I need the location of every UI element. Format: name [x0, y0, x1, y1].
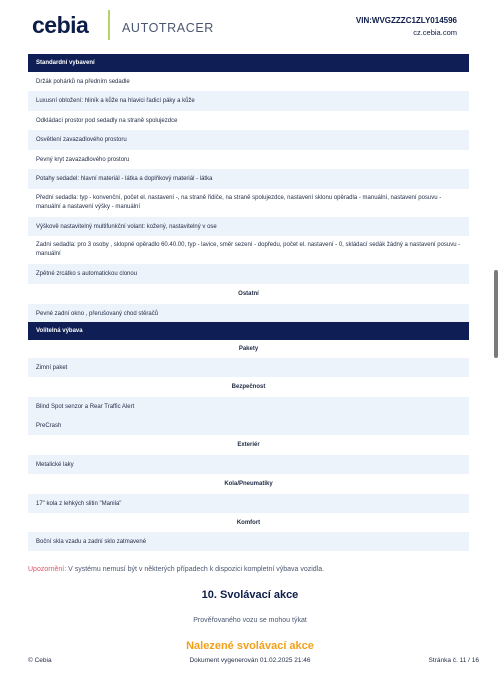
standard-equipment-table — [28, 54, 469, 324]
table-row: Blind Spot senzor a Rear Traffic Alert — [28, 397, 469, 416]
group-header-pakety: Pakety — [238, 346, 259, 352]
section-title-recalls: 10. Svolávací akce — [201, 589, 299, 601]
group-header-komfort: Komfort — [236, 519, 261, 526]
table-row: PreCrash — [28, 416, 469, 435]
warning-label: Upozornění: — [28, 566, 67, 573]
section-subtitle: Prověřovaného vozu se mohou týkat — [193, 617, 307, 624]
table-row: Držák pohárků na předním sedadle — [36, 78, 130, 85]
group-header-bezpecnost: Bezpečnost — [231, 384, 266, 390]
group-header-ostatni: Ostatní — [238, 291, 259, 297]
table-row: 17" kola z lehkých slitin "Manila" — [28, 494, 469, 513]
optional-equipment-table — [28, 322, 469, 551]
page-footer — [0, 657, 500, 669]
logo-divider — [108, 10, 110, 40]
vin-number: VIN:WVGZZZC1ZLY014596 — [355, 16, 457, 25]
scrollbar-thumb[interactable] — [494, 270, 498, 358]
standard-equipment-header: Standardní vybavení — [28, 54, 469, 72]
table-row: Odkládací prostor pod sedadly na straně spolujezdce — [36, 117, 178, 124]
product-name: AUTOTRACER — [122, 21, 214, 35]
table-row: Luxusní obložení: hliník a kůže na hlavici řadicí páky a kůže — [28, 91, 469, 111]
footer-generated: Dokument vygenerován 01.02.2025 21:46 — [189, 657, 311, 664]
group-header-exterier: Exteriér — [237, 442, 260, 448]
footer-copyright: © Cebia — [28, 657, 52, 664]
equipment-warning — [28, 566, 324, 573]
cebia-logo: cebia — [32, 12, 89, 38]
footer-page-number: Stránka č. 11 / 16 — [428, 657, 479, 664]
table-row: Zimní paket — [28, 358, 469, 377]
table-row: Metalické laky — [28, 455, 469, 474]
table-row: Výškově nastavitelný multifunkční volant: kožený, nastavitelný v ose — [28, 217, 469, 236]
table-row: Pevný kryt zavazadlového prostoru — [36, 156, 130, 163]
warning-text: V systému nemusí být v některých případech k dispozici kompletní výbava vozidla. — [66, 566, 325, 573]
table-row: Zadní sedadla: pro 3 osoby , sklopné opěradlo 60.40.00, typ - lavice, směr sezení - dopředu, počet el. nastavení - 0, skládací sedák žádný a nastavení posuvu - manuální — [36, 242, 461, 257]
optional-equipment-header: Volitelná výbava — [28, 322, 469, 340]
found-recalls-heading: Nalezené svolávací akce — [186, 640, 314, 652]
table-row: Osvětlení zavazadlového prostoru — [28, 130, 469, 150]
table-row: Potahy sedadel: hlavní materiál - látka a doplňkový materiál - látka — [28, 169, 469, 189]
group-header-kola-pneumatiky: Kola/Pneumatiky — [224, 481, 273, 487]
table-row: Zpětné zrcátko s automatickou clonou — [28, 264, 469, 284]
table-row: Pevné zadní okno , přerušovaný chod stěračů — [28, 304, 469, 324]
table-row: Přední sedadla: typ - konvenční, počet el. nastavení -, na straně řidiče, na straně spolujezdce, nastavení sklonu opěradla - manuální, nastavení posuvu - manuální a nastavení výšky - manuální — [36, 195, 442, 210]
table-row: Boční skla vzadu a zadní sklo zatmavené — [28, 532, 469, 551]
site-link[interactable]: cz.cebia.com — [413, 28, 457, 37]
report-header — [0, 0, 500, 52]
